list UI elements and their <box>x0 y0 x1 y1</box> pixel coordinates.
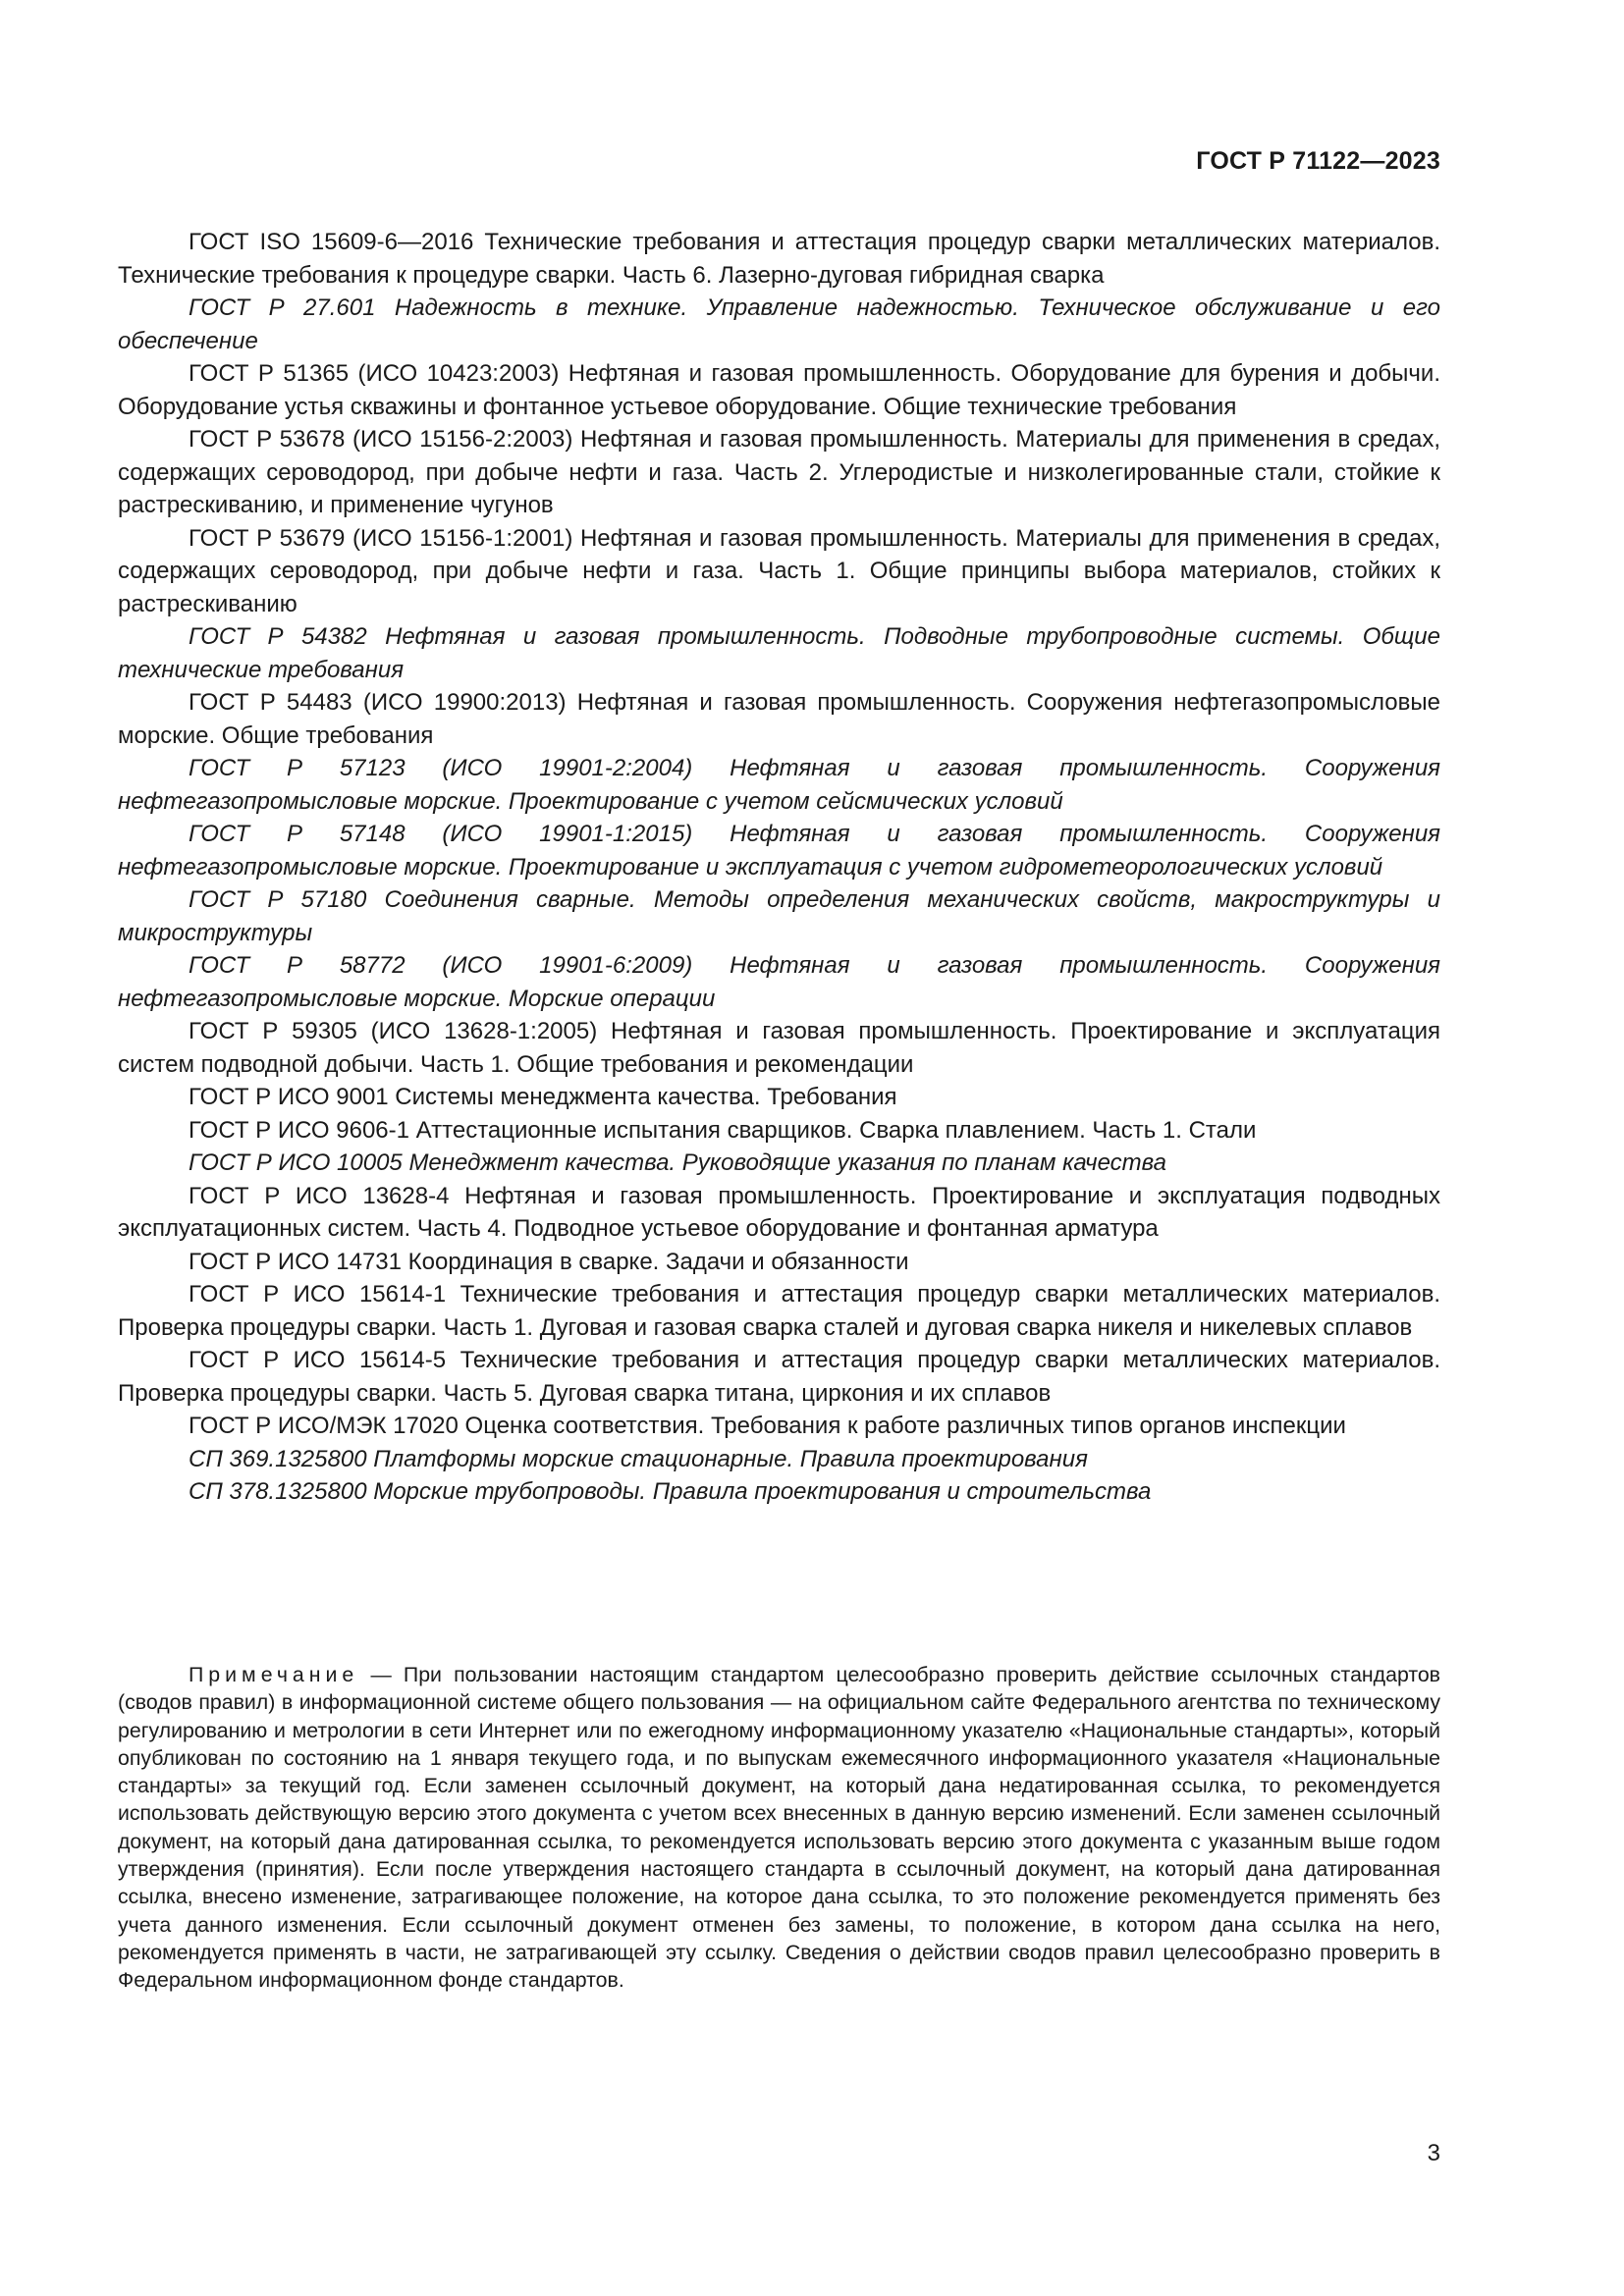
reference-item: ГОСТ Р 27.601 Надежность в технике. Управление надежностью. Техническое обслуживание и его обеспечение <box>118 294 1440 354</box>
reference-item: ГОСТ Р ИСО 9001 Системы менеджмента качества. Требования <box>189 1084 897 1110</box>
reference-item: ГОСТ Р 54483 (ИСО 19900:2013) Нефтяная и газовая промышленность. Сооружения нефтегазопромысловые морские. Общие требования <box>118 689 1440 749</box>
reference-item: ГОСТ Р ИСО 15614-1 Технические требования и аттестация процедур сварки металлических материалов. Проверка процедуры сварки. Часть 1. Дуговая и газовая сварка сталей и дуговая сварка никеля и никелевых сплавов <box>118 1281 1440 1341</box>
reference-item: ГОСТ Р ИСО 13628-4 Нефтяная и газовая промышленность. Проектирование и эксплуатация подводных эксплуатационных систем. Часть 4. Подводное устьевое оборудование и фонтанная арматура <box>118 1182 1440 1242</box>
reference-item: ГОСТ Р ИСО 9606-1 Аттестационные испытания сварщиков. Сварка плавлением. Часть 1. Стали <box>189 1116 1257 1144</box>
reference-item: ГОСТ Р ИСО/МЭК 17020 Оценка соответствия. Требования к работе различных типов органов инспекции <box>189 1413 1346 1439</box>
reference-item: ГОСТ Р 57180 Соединения сварные. Методы определения механических свойств, макроструктуры и микроструктуры <box>118 886 1440 946</box>
reference-item: ГОСТ Р ИСО 10005 Менеджмент качества. Руководящие указания по планам качества <box>189 1149 1166 1176</box>
note-paragraph <box>118 1661 1440 1995</box>
reference-item: ГОСТ Р 53678 (ИСО 15156-2:2003) Нефтяная и газовая промышленность. Материалы для применения в средах, содержащих сероводород, при добыче нефти и газа. Часть 2. Углеродистые и низколегированные стали, стойкие к растрескиванию, и применение чугунов <box>118 426 1440 518</box>
reference-item: ГОСТ Р 59305 (ИСО 13628-1:2005) Нефтяная и газовая промышленность. Проектирование и эксплуатация систем подводной добычи. Часть 1. Общие требования и рекомендации <box>118 1018 1440 1078</box>
reference-item: ГОСТ Р 51365 (ИСО 10423:2003) Нефтяная и газовая промышленность. Оборудование для бурения и добычи. Оборудование устья скважины и фонтанное устьевое оборудование. Общие технические требования <box>118 360 1440 420</box>
reference-item: ГОСТ Р ИСО 14731 Координация в сварке. Задачи и обязанности <box>189 1248 909 1275</box>
normative-references-list <box>118 226 1440 1509</box>
document-header: ГОСТ Р 71122—2023 <box>1196 147 1440 175</box>
note-text: — При пользовании настоящим стандартом целесообразно проверить действие ссылочных стандартов (сводов правил) в информационной системе общего пользования — на официальном сайте Федерального агентства по техническому регулированию и метрологии в сети Интернет или по ежегодному информационному указателю «Национальные стандарты», который опубликован по состоянию на 1 января текущего года, и по выпускам ежемесячного информационного указателя «Национальные стандарты» за текущий год. Если заменен ссылочный документ, на который дана недатированная ссылка, то рекомендуется использовать действующую версию этого документа с учетом всех внесенных в данную версию изменений. Если заменен ссылочный документ, на который дана датированная ссылка, то рекомендуется использовать версию этого документа с указанным выше годом утверждения (принятия). Если после утверждения настоящего стандарта в ссылочный документ, на который дана датированная ссылка, внесено изменение, затрагивающее положение, на которое дана ссылка, то это положение рекомендуется применять без учета данного изменения. Если ссылочный документ отменен без замены, то положение, в котором дана ссылка на него, рекомендуется применять в части, не затрагивающей эту ссылку. Сведения о действии сводов правил целесообразно проверить в Федеральном информационном фонде стандартов. <box>118 1663 1440 1993</box>
reference-item: ГОСТ Р 57148 (ИСО 19901-1:2015) Нефтяная и газовая промышленность. Сооружения нефтегазопромысловые морские. Проектирование и эксплуатация с учетом гидрометеорологических условий <box>118 821 1440 881</box>
reference-item: ГОСТ Р 57123 (ИСО 19901-2:2004) Нефтяная и газовая промышленность. Сооружения нефтегазопромысловые морские. Проектирование с учетом сейсмических условий <box>118 755 1440 815</box>
reference-item: ГОСТ Р 54382 Нефтяная и газовая промышленность. Подводные трубопроводные системы. Общие технические требования <box>118 623 1440 683</box>
page-number: 3 <box>1427 2140 1440 2166</box>
reference-item: ГОСТ Р ИСО 15614-5 Технические требования и аттестация процедур сварки металлических материалов. Проверка процедуры сварки. Часть 5. Дуговая сварка титана, циркония и их сплавов <box>118 1347 1440 1407</box>
reference-item: ГОСТ ISO 15609-6—2016 Технические требования и аттестация процедур сварки металлических материалов. Технические требования к процедуре сварки. Часть 6. Лазерно-дуговая гибридная сварка <box>118 229 1440 289</box>
reference-item: СП 369.1325800 Платформы морские стационарные. Правила проектирования <box>189 1445 1088 1472</box>
reference-item: СП 378.1325800 Морские трубопроводы. Правила проектирования и строительства <box>189 1478 1152 1505</box>
reference-item: ГОСТ Р 58772 (ИСО 19901-6:2009) Нефтяная и газовая промышленность. Сооружения нефтегазопромысловые морские. Морские операции <box>118 952 1440 1012</box>
reference-item: ГОСТ Р 53679 (ИСО 15156-1:2001) Нефтяная и газовая промышленность. Материалы для применения в средах, содержащих сероводород, при добыче нефти и газа. Часть 1. Общие принципы выбора материалов, стойких к растрескиванию <box>118 524 1440 617</box>
note-label: Примечание <box>189 1663 359 1686</box>
